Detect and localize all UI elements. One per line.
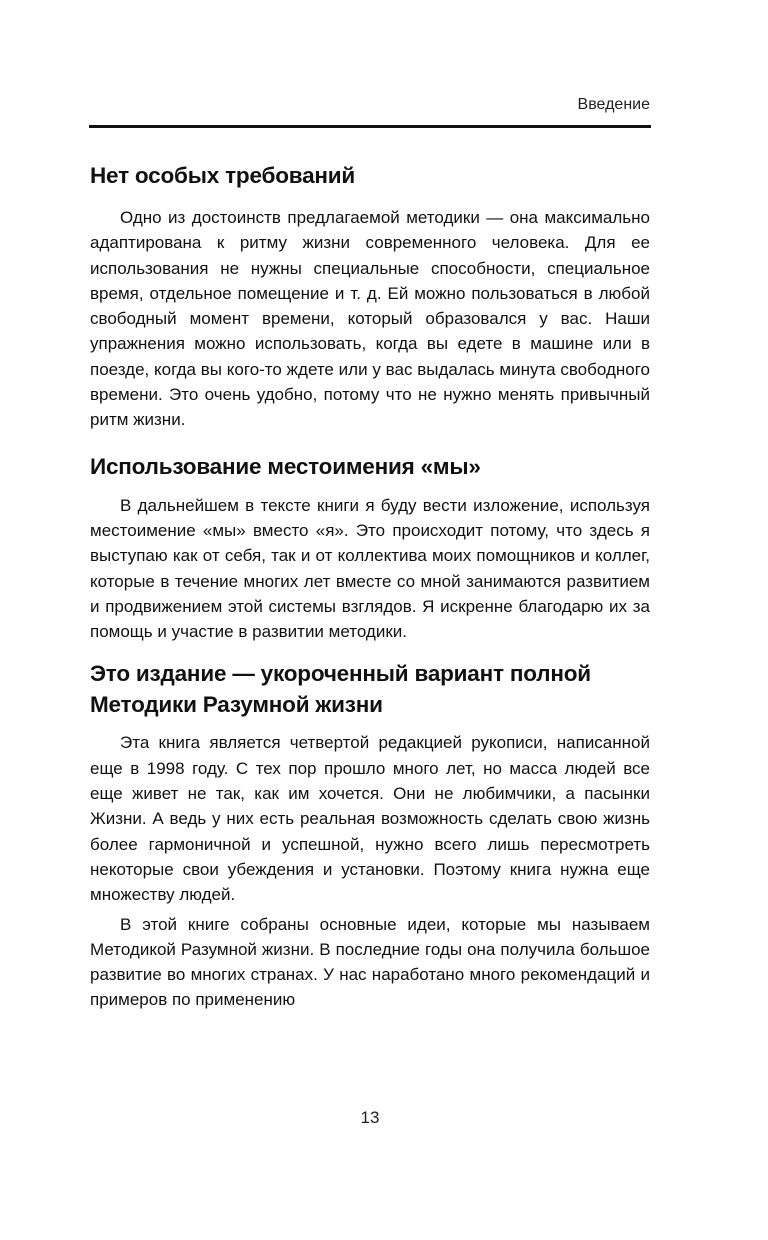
page-number: 13 <box>360 1108 380 1127</box>
page-body <box>90 160 650 1013</box>
section-heading: Нет особых требований <box>90 163 356 188</box>
paragraph: Одно из достоинств предлагаемой методики — она максимально адаптирована к ритму жизни современного человека. Для ее использования не нужны специальные способности, специальное время, отдельное помещение и т. д. Ей можно пользоваться в любой свободный момент времени, который образовался у вас. Наши упражнения можно использовать, когда вы едете в машине или в поезде, когда вы кого-то ждете или у вас выдалась минута свободного времени. Это очень удобно, потому что не нужно менять привычный ритм жизни. <box>90 208 650 430</box>
section-heading: Использование местоимения «мы» <box>90 453 481 479</box>
header-rule <box>89 125 651 128</box>
running-head: Введение <box>577 96 650 113</box>
paragraph: В этой книге собраны основные идеи, которые мы называем Методикой Разумной жизни. В последние годы она получила большое развитие во многих странах. У нас наработано много рекомендаций и примеров по применению <box>90 914 650 1010</box>
section-heading: Это издание — укороченный вариант полной Методики Разумной жизни <box>90 661 591 718</box>
paragraph: Эта книга является четвертой редакцией рукописи, написанной еще в 1998 году. С тех пор прошло много лет, но масса людей все еще живет не так, как им хочется. Они не любимчики, а пасынки Жизни. А ведь у них есть реальная возможность сделать свою жизнь более гармоничной и успешной, нужно всего лишь пересмотреть некоторые свои убеждения и установки. Поэтому книга нужна еще множеству людей. <box>90 733 650 905</box>
paragraph: В дальнейшем в тексте книги я буду вести изложение, используя местоимение «мы» вместо «я». Это происходит потому, что здесь я выступаю как от себя, так и от коллектива моих помощников и коллег, которые в течение многих лет вместе со мной занимаются развитием и продвижением этой системы взглядов. Я искренне благодарю их за помощь и участие в развитии методики. <box>90 495 650 642</box>
